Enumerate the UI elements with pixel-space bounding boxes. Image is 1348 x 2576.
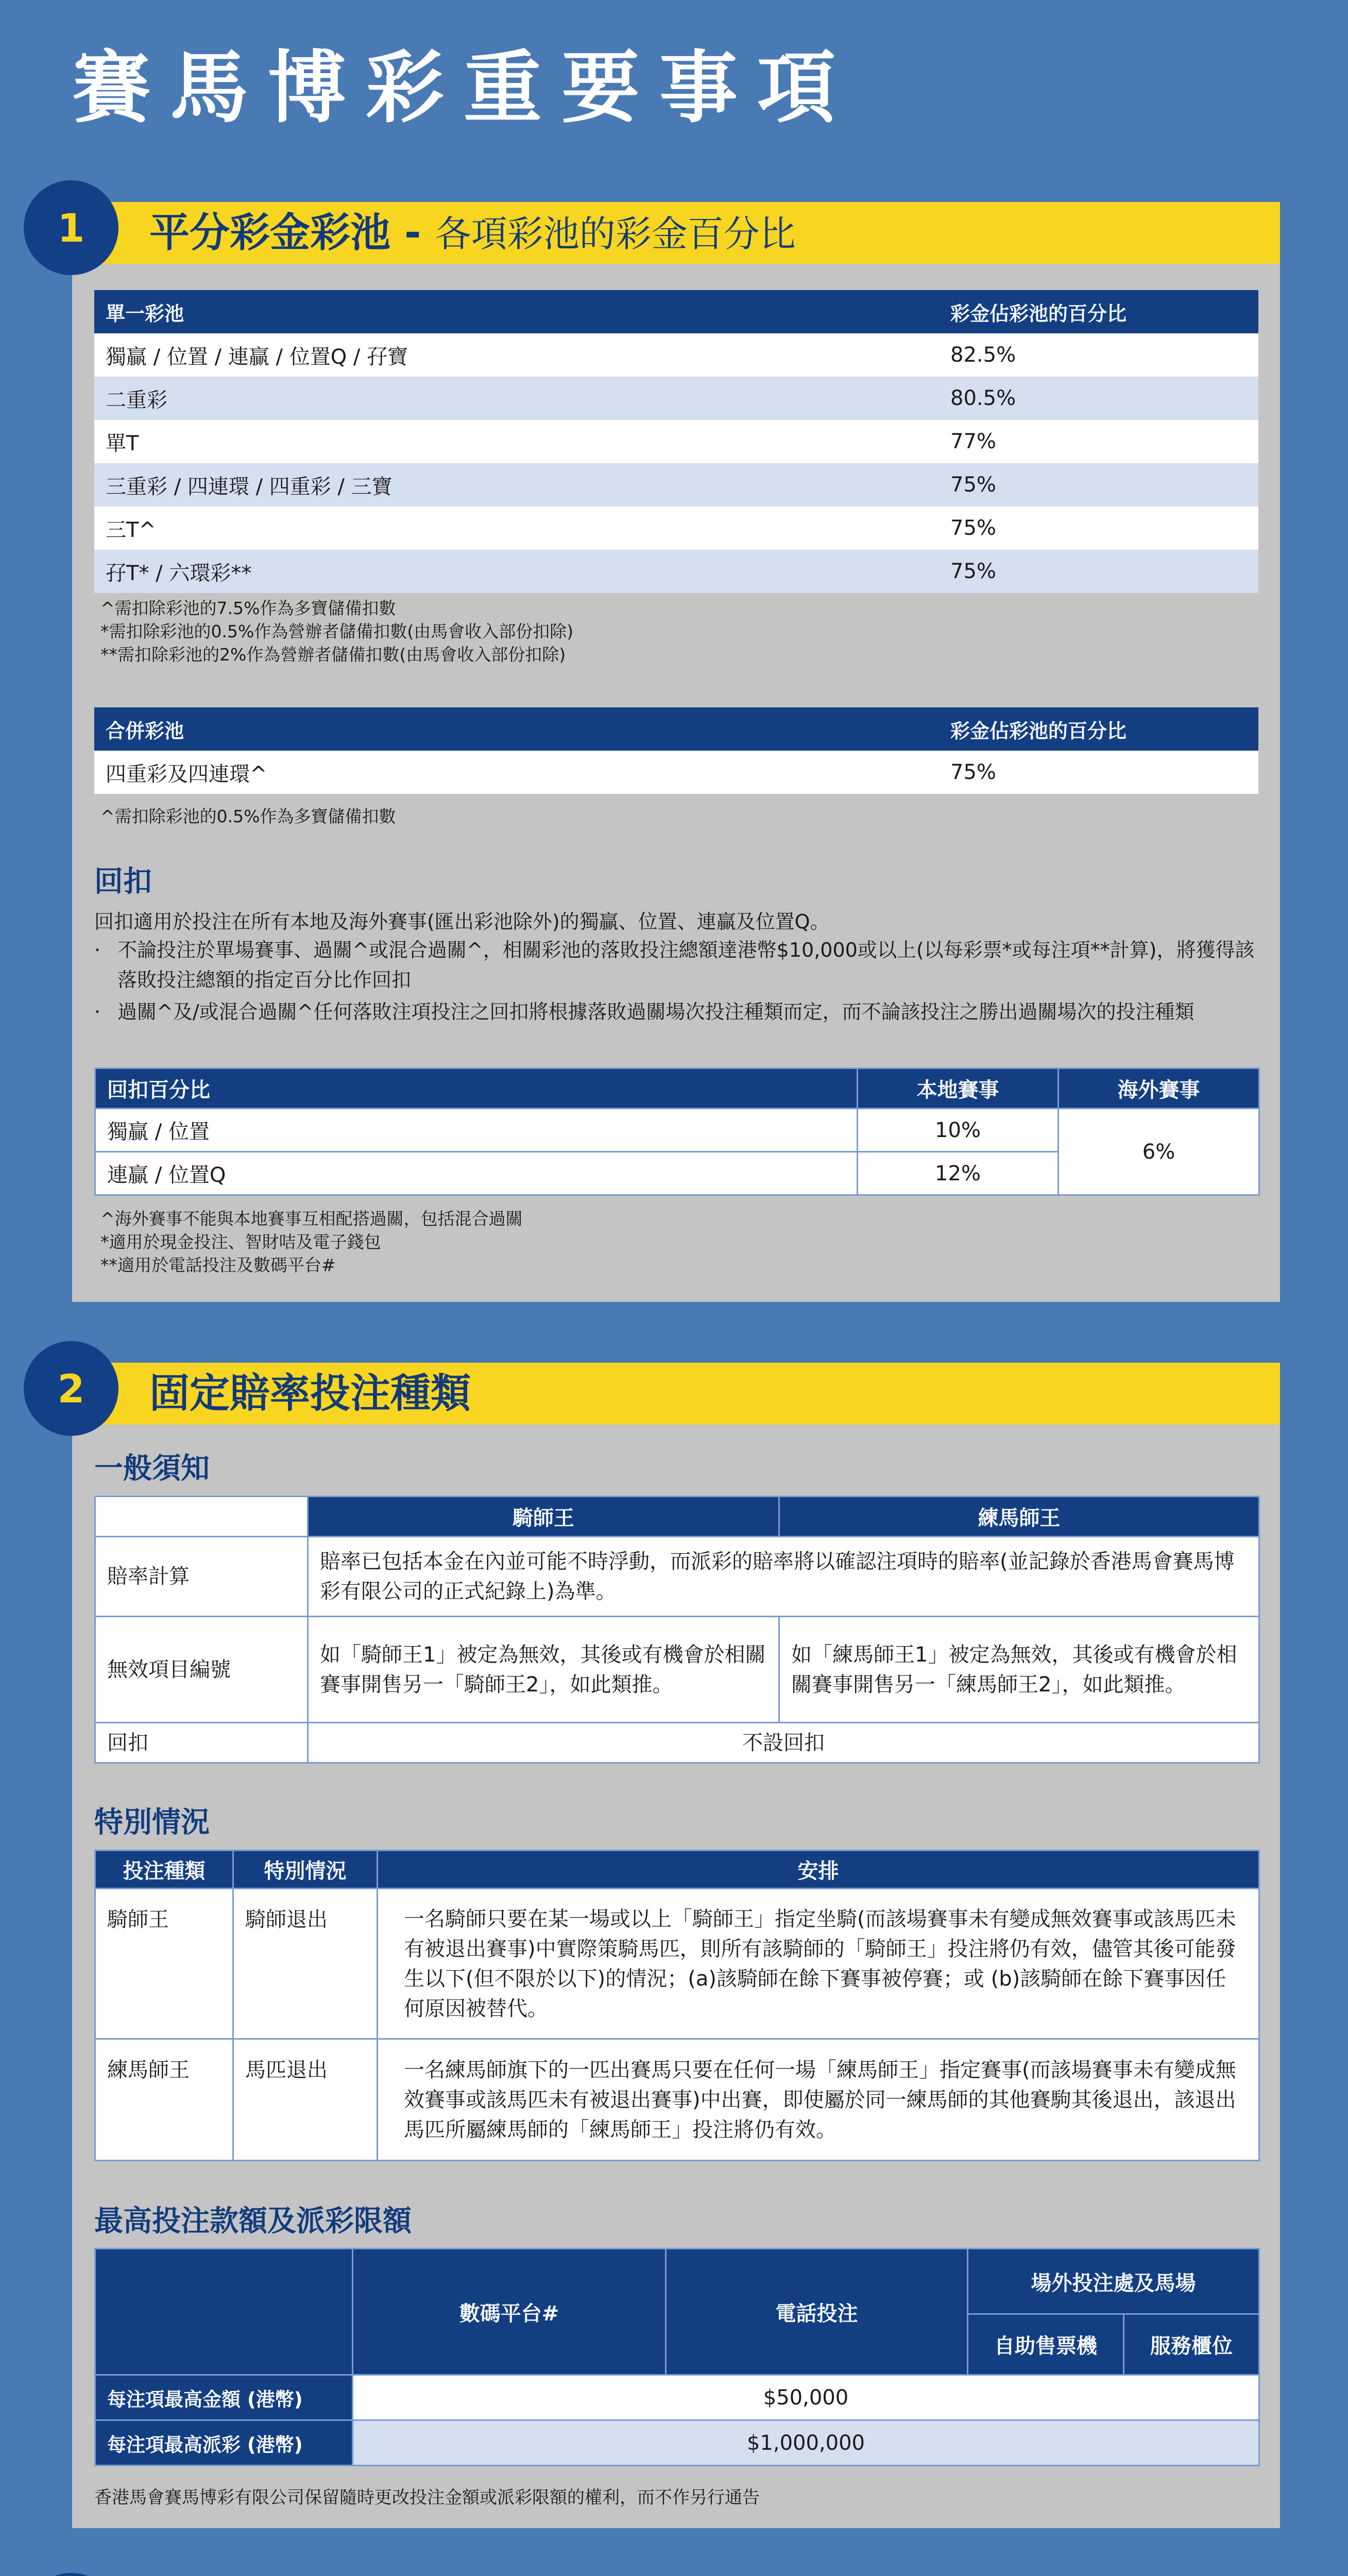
rebate-bullet-1-text: 不論投注於單場賽事、過關^或混合過關^，相關彩池的落敗投注總額達港幣$10,000或以上(以每彩票*或每注項**計算)，將獲得該落敗投注總額的指定百分比作回扣 (117, 939, 1255, 991)
rebate-local: 12% (858, 1152, 1059, 1195)
section-1-badge: 1 (24, 180, 118, 275)
rebate-local: 10% (858, 1109, 1059, 1152)
section-2-title: 固定賠率投注種類 (149, 1370, 471, 1417)
limits-header-offcourse: 場外投注處及馬場 (968, 2249, 1259, 2314)
pool-name: 四重彩及四連環^ (94, 751, 939, 794)
special-heading: 特別情況 (94, 1806, 210, 1839)
general-header-jockey: 騎師王 (308, 1497, 779, 1537)
limits-max-stake: $50,000 (353, 2375, 1259, 2420)
table-row (95, 2420, 1259, 2466)
rebate-bullet-1 (94, 935, 1258, 995)
general-header-trainer: 練馬師王 (779, 1497, 1259, 1537)
pool-name: 單T (94, 420, 939, 463)
special-type: 騎師王 (95, 1889, 233, 2039)
table-row (94, 463, 1258, 506)
table-row (94, 751, 1258, 794)
limits-max-payout: $1,000,000 (353, 2420, 1259, 2466)
table-row (94, 333, 1258, 377)
special-situation: 騎師退出 (233, 1889, 378, 2039)
section-2-badge: 2 (24, 1341, 118, 1436)
rebate-heading: 回扣 (94, 865, 152, 899)
section-1-subtitle: 各項彩池的彩金百分比 (435, 213, 796, 255)
table-row (94, 377, 1258, 420)
limits-row-label: 每注項最高金額 (港幣) (95, 2375, 353, 2420)
general-row-label: 回扣 (95, 1723, 308, 1763)
limits-note: 香港馬會賽馬博彩有限公司保留隨時更改投注金額或派彩限額的權利，而不作另行通告 (94, 2487, 760, 2508)
table-row (95, 1109, 1259, 1152)
single-pool-table (94, 290, 1258, 593)
rebate-header-type: 回扣百分比 (95, 1069, 858, 1109)
rebate-overseas: 6% (1059, 1109, 1259, 1195)
combined-pool-note: ^需扣除彩池的0.5%作為多寶儲備扣數 (100, 806, 396, 826)
general-row-label: 賠率計算 (95, 1537, 308, 1617)
main-title: 賽馬博彩重要事項 (72, 42, 855, 133)
limits-table (94, 2248, 1260, 2466)
table-row (95, 1537, 1259, 1617)
special-type: 練馬師王 (95, 2039, 233, 2161)
bullet-marker: · (94, 1001, 101, 1023)
pool-name: 孖T* / 六環彩** (94, 550, 939, 593)
combined-pool-header-name: 合併彩池 (94, 707, 939, 751)
single-pool-header-percent: 彩金佔彩池的百分比 (939, 290, 1258, 333)
single-pool-note-3: **需扣除彩池的2%作為營辦者儲備扣數(由馬會收入部份扣除) (100, 645, 566, 665)
special-arrangement: 一名練馬師旗下的一匹出賽馬只要在任何一場「練馬師王」指定賽事(而該場賽事未有變成無效賽事或該馬匹未有被退出賽事)中出賽，即使屬於同一練馬師的其他賽駒其後退出，該退出馬匹所屬練馬師的「練馬師王」投注將仍有效。 (378, 2039, 1259, 2161)
table-row (95, 2375, 1259, 2420)
bullet-marker: · (94, 939, 101, 961)
rebate-note-2: *適用於現金投注、智財咭及電子錢包 (100, 1232, 381, 1252)
single-pool-note-2: *需扣除彩池的0.5%作為營辦者儲備扣數(由馬會收入部份扣除) (100, 621, 574, 641)
pool-percent: 80.5% (939, 377, 1258, 420)
general-table (94, 1496, 1260, 1764)
special-situation: 馬匹退出 (233, 2039, 378, 2161)
section-1-title-main: 平分彩金彩池 (149, 210, 391, 256)
rebate-type: 連贏 / 位置Q (95, 1152, 858, 1195)
table-row (94, 550, 1258, 593)
table-row (95, 2039, 1259, 2161)
rebate-header-overseas: 海外賽事 (1059, 1069, 1259, 1109)
limits-header-counter: 服務櫃位 (1124, 2314, 1259, 2375)
pool-percent: 75% (939, 550, 1258, 593)
general-void-jockey: 如「騎師王1」被定為無效，其後或有機會於相關賽事開售另一「騎師王2」，如此類推。 (308, 1617, 779, 1723)
rebate-note-3: **適用於電話投注及數碼平台# (100, 1255, 336, 1275)
pool-percent: 75% (939, 463, 1258, 506)
rebate-table (94, 1067, 1260, 1196)
rebate-type: 獨贏 / 位置 (95, 1109, 858, 1152)
special-arrangement: 一名騎師只要在某一場或以上「騎師王」指定坐騎(而該場賽事未有變成無效賽事或該馬匹未有被退出賽事)中實際策騎馬匹，則所有該騎師的「騎師王」投注將仍有效，儘管其後可能發生以下(但不限於以下)的情況；(a)該騎師在餘下賽事被停賽；或 (b)該騎師在餘下賽事因任何原因被替代。 (378, 1889, 1259, 2039)
general-rebate-text: 不設回扣 (308, 1723, 1259, 1763)
combined-pool-header-percent: 彩金佔彩池的百分比 (939, 707, 1258, 751)
table-row (95, 1889, 1259, 2039)
pool-name: 獨贏 / 位置 / 連贏 / 位置Q / 孖寶 (94, 333, 939, 377)
pool-name: 三T^ (94, 506, 939, 550)
special-table (94, 1850, 1260, 2161)
limits-header-digital: 數碼平台# (353, 2249, 666, 2375)
section-1-title-dash: - (390, 210, 435, 256)
pool-percent: 77% (939, 420, 1258, 463)
rebate-bullet-2-text: 過關^及/或混合過關^任何落敗注項投注之回扣將根據落敗過關場次投注種類而定，而不論該投注之勝出過關場次的投注種類 (117, 1001, 1195, 1023)
special-header-type: 投注種類 (95, 1851, 233, 1889)
table-row (94, 506, 1258, 550)
section-1-title (149, 210, 796, 256)
pool-name: 二重彩 (94, 377, 939, 420)
special-header-arrangement: 安排 (378, 1851, 1259, 1889)
table-row (95, 1723, 1259, 1763)
limits-header-phone: 電話投注 (666, 2249, 968, 2375)
single-pool-note-1: ^需扣除彩池的7.5%作為多寶儲備扣數 (100, 598, 396, 618)
rebate-bullet-2 (94, 997, 1258, 1027)
limits-row-label: 每注項最高派彩 (港幣) (95, 2420, 353, 2466)
pool-percent: 75% (939, 506, 1258, 550)
general-header-blank (95, 1497, 308, 1537)
general-odds-text: 賠率已包括本金在內並可能不時浮動，而派彩的賠率將以確認注項時的賠率(並記錄於香港馬會賽馬博彩有限公司的正式紀錄上)為準。 (308, 1537, 1259, 1617)
pool-name: 三重彩 / 四連環 / 四重彩 / 三寶 (94, 463, 939, 506)
section-3-badge (24, 2573, 118, 2576)
limits-heading: 最高投注款額及派彩限額 (94, 2205, 412, 2238)
special-header-situation: 特別情況 (233, 1851, 378, 1889)
limits-header-blank (95, 2249, 353, 2375)
single-pool-header-name: 單一彩池 (94, 290, 939, 333)
rebate-intro: 回扣適用於投注在所有本地及海外賽事(匯出彩池除外)的獨贏、位置、連贏及位置Q。 (94, 910, 830, 933)
limits-header-kiosk: 自助售票機 (968, 2314, 1124, 2375)
table-row (94, 420, 1258, 463)
pool-percent: 82.5% (939, 333, 1258, 377)
rebate-header-local: 本地賽事 (858, 1069, 1059, 1109)
general-void-trainer: 如「練馬師王1」被定為無效，其後或有機會於相關賽事開售另一「練馬師王2」，如此類推。 (779, 1617, 1259, 1723)
combined-pool-table (94, 707, 1258, 794)
general-heading: 一般須知 (94, 1452, 210, 1485)
general-row-label: 無效項目編號 (95, 1617, 308, 1723)
table-row (95, 1617, 1259, 1723)
pool-percent: 75% (939, 751, 1258, 794)
rebate-note-1: ^海外賽事不能與本地賽事互相配搭過關，包括混合過關 (100, 1209, 523, 1229)
